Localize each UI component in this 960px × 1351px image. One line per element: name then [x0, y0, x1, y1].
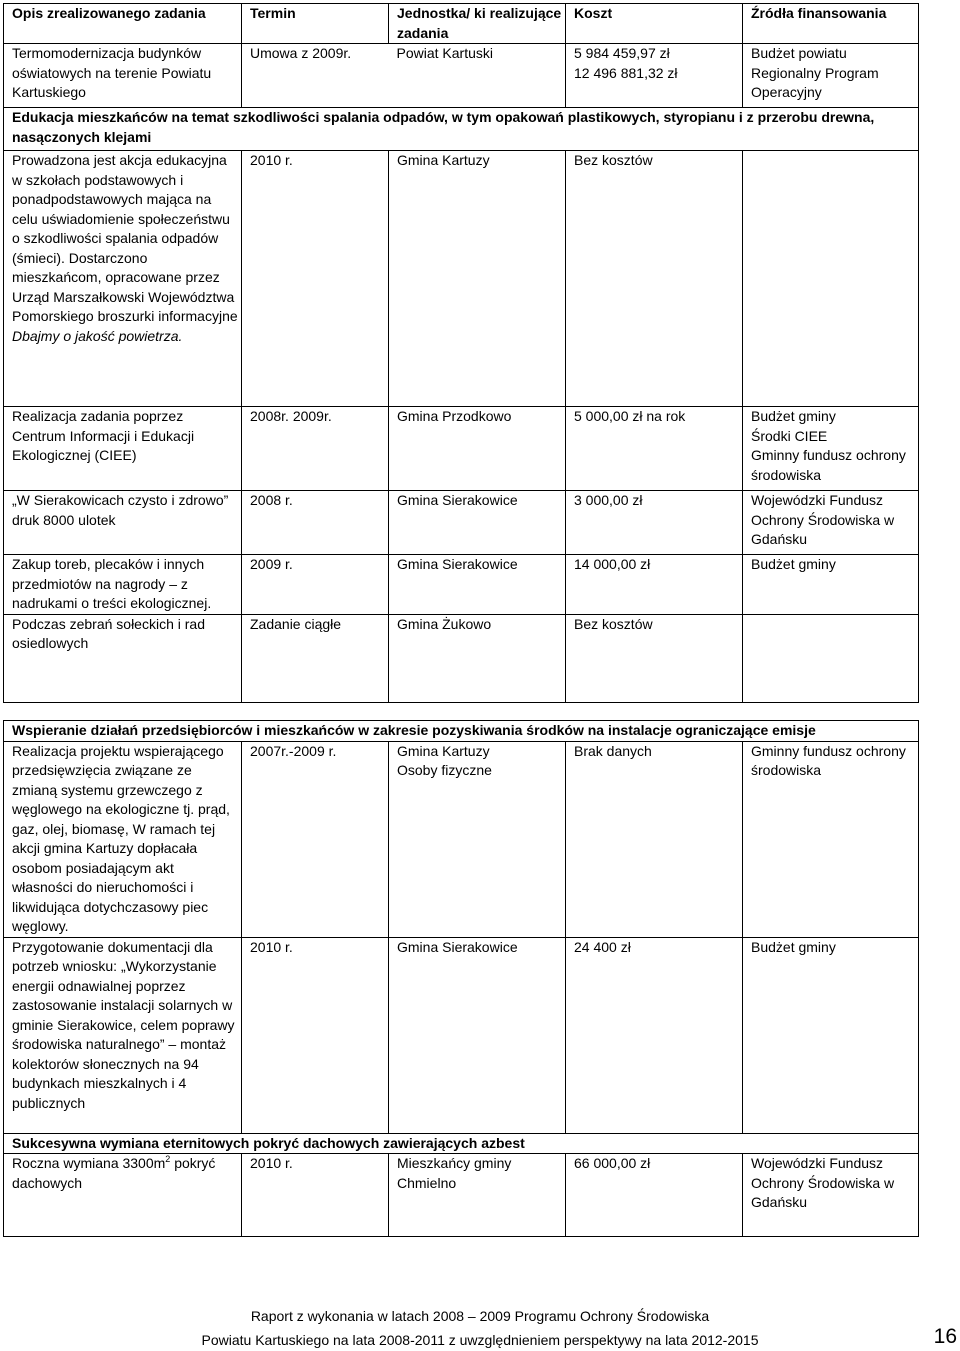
row-unit: Gmina Sierakowice — [389, 555, 566, 615]
section-heading-support: Wspieranie działań przedsiębiorców i mieszkańców w zakresie pozyskiwania środków na instalacje ograniczające emisje — [4, 721, 919, 742]
funding-line-1: Budżet powiatu — [751, 45, 847, 61]
cost-line-1: 5 984 459,97 zł — [574, 45, 670, 61]
row-description: Realizacja zadania poprzez Centrum Informacji i Edukacji Ekologicznej (CIEE) — [4, 407, 242, 491]
table-2 — [3, 720, 919, 1237]
row-term: 2009 r. — [242, 555, 389, 615]
row-description: Zakup toreb, plecaków i innych przedmiotów na nagrody – z nadrukami o treści ekologicznej. — [4, 555, 242, 615]
row-term: 2010 r. — [242, 151, 389, 407]
header-term: Termin — [242, 4, 389, 44]
table-row — [4, 44, 919, 108]
row-funding — [743, 151, 919, 407]
table-row — [4, 937, 919, 1133]
section-heading-row — [4, 721, 919, 742]
funding-line-2: Środki CIEE — [751, 427, 828, 444]
row-unit: Gmina Kartuzy — [389, 151, 566, 407]
row-cost: 24 400 zł — [566, 937, 743, 1133]
funding-line-3: Gminny fundusz ochrony środowiska — [751, 447, 906, 483]
row-description: Przygotowanie dokumentacji dla potrzeb wniosku: „Wykorzystanie energii odnawialnej poprzez zastosowanie instalacji solarnych w gminie Sierakowice, celem poprawy środowiska naturalnego” – montaż kolektorów słonecznych na 94 budynkach mieszkalnych i 4 publicznych — [4, 937, 242, 1133]
row-unit: Gmina Przodkowo — [389, 407, 566, 491]
description-part-1: Roczna wymiana 3300m — [12, 1155, 166, 1171]
unit-line-2: Osoby fizyczne — [397, 762, 492, 778]
row-cost: Brak danych — [566, 741, 743, 937]
description-text: Prowadzona jest akcja edukacyjna w szkołach podstawowych i ponadpodstawowych mająca na celu uświadomienie społeczeństwu o szkodliwości spalania odpadów (śmieci). Dostarczono mieszkańcom, opracowane przez Urząd Marszałkowski Województwa Pomorskiego broszurki informacyjne — [12, 152, 238, 324]
section-heading-row — [4, 1133, 919, 1154]
section-heading-row — [4, 108, 919, 151]
unit-line-1: Gmina Kartuzy — [397, 742, 490, 759]
funding-line-1: Budżet gminy — [751, 408, 836, 424]
row-cost: 66 000,00 zł — [566, 1154, 743, 1237]
table-row — [4, 407, 919, 491]
footer-line-1: Raport z wykonania w latach 2008 – 2009 Programu Ochrony Środowiska — [250, 1308, 710, 1324]
header-cost: Koszt — [566, 4, 743, 44]
row-term: Zadanie ciągłe — [242, 614, 389, 702]
row-funding: Gminny fundusz ochrony środowiska — [743, 741, 919, 937]
table-1 — [3, 3, 919, 703]
row-description: „W Sierakowicach czysto i zdrowo” druk 8000 ulotek — [4, 491, 242, 555]
description-part-2: pokryć dachowych — [12, 1155, 216, 1191]
table-row — [4, 555, 919, 615]
row-cost: 3 000,00 zł — [566, 491, 743, 555]
row-funding: Wojewódzki Fundusz Ochrony Środowiska w Gdańsku — [743, 491, 919, 555]
header-unit: Jednostka/ ki realizujące zadania — [389, 4, 566, 44]
row-term: 2008r. 2009r. — [242, 407, 389, 491]
row-unit: Gmina Sierakowice — [389, 491, 566, 555]
row-funding — [743, 407, 919, 491]
section-heading-asbestos: Sukcesywna wymiana eternitowych pokryć dachowych zawierających azbest — [4, 1133, 919, 1154]
row-unit: Gmina Żukowo — [389, 614, 566, 702]
superscript-2: 2 — [165, 1154, 171, 1164]
row-description: Termomodernizacja budynków oświatowych na terenie Powiatu Kartuskiego — [4, 44, 242, 108]
row-cost: 14 000,00 zł — [566, 555, 743, 615]
table-row — [4, 1154, 919, 1237]
row-funding — [743, 44, 919, 108]
page-number: 16 — [933, 1325, 957, 1348]
footer-line-2: Powiatu Kartuskiego na lata 2008-2011 z uwzględnieniem perspektywy na lata 2012-2015 — [201, 1332, 759, 1348]
row-unit: Mieszkańcy gminy Chmielno — [389, 1154, 566, 1237]
row-term: 2010 r. — [242, 937, 389, 1133]
row-description: Podczas zebrań sołeckich i rad osiedlowych — [4, 614, 242, 702]
row-term: 2008 r. — [242, 491, 389, 555]
row-description — [4, 1154, 242, 1237]
funding-line-2: Regionalny Program Operacyjny — [751, 64, 879, 100]
section-heading-education: Edukacja mieszkańców na temat szkodliwości spalania odpadów, w tym opakowań plastikowych, styropianu i z przerobu drewna, nasączonych klejami — [4, 108, 919, 151]
row-description: Realizacja projektu wspierającego przedsięwzięcia związane ze zmianą systemu grzewczego z węglowego na ekologiczne tj. prąd, gaz, olej, biomasę, W ramach tej akcji gmina Kartuzy dopłacała osobom posiadającym akt własności do nieruchomości i likwidująca dotychczasowy piec węglowy. — [4, 741, 242, 937]
row-funding: Budżet gminy — [743, 937, 919, 1133]
row-funding: Wojewódzki Fundusz Ochrony Środowiska w Gdańsku — [743, 1154, 919, 1237]
header-description: Opis zrealizowanego zadania — [4, 4, 242, 44]
row-term: 2007r.-2009 r. — [242, 741, 389, 937]
brochure-title: Dbajmy o jakość powietrza. — [12, 327, 183, 344]
row-term: Umowa z 2009r. — [242, 44, 389, 108]
cost-line-2: 12 496 881,32 zł — [574, 64, 678, 81]
row-cost: Bez kosztów — [566, 614, 743, 702]
header-funding: Źródła finansowania — [743, 4, 919, 44]
table-header-row — [4, 4, 919, 44]
table-row — [4, 491, 919, 555]
row-description — [4, 151, 242, 407]
row-cost: 5 000,00 zł na rok — [566, 407, 743, 491]
table-row — [4, 151, 919, 407]
row-funding — [743, 614, 919, 702]
row-unit: Powiat Kartuski — [389, 44, 566, 108]
row-cost — [566, 44, 743, 108]
row-unit: Gmina Sierakowice — [389, 937, 566, 1133]
table-row — [4, 741, 919, 937]
row-term: 2010 r. — [242, 1154, 389, 1237]
row-funding: Budżet gminy — [743, 555, 919, 615]
row-unit — [389, 741, 566, 937]
row-cost: Bez kosztów — [566, 151, 743, 407]
table-row — [4, 614, 919, 702]
